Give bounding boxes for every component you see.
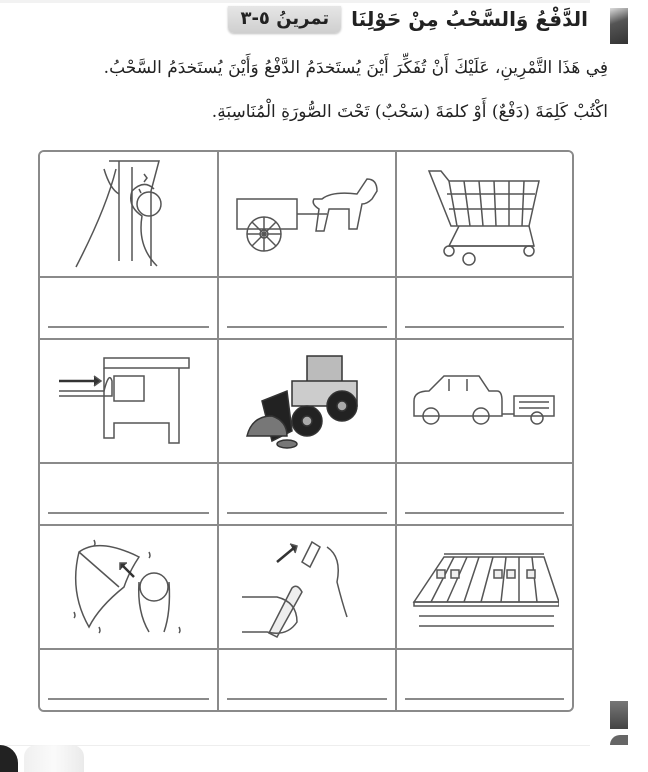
answer-input-bulldozer[interactable] bbox=[227, 485, 386, 511]
pen-cap-icon bbox=[232, 532, 382, 642]
picture-cell-horse-cart bbox=[217, 152, 394, 278]
picture-cell-car-trailer bbox=[395, 340, 572, 464]
picture-cell-bulldozer bbox=[217, 340, 394, 464]
answer-input-shopping-cart[interactable] bbox=[405, 299, 564, 325]
answer-cell bbox=[40, 278, 217, 340]
picture-cell-drawer bbox=[40, 340, 217, 464]
piano-keys-icon bbox=[409, 532, 559, 642]
answer-cell bbox=[395, 464, 572, 526]
answer-input-umbrella[interactable] bbox=[48, 671, 209, 697]
exercise-header bbox=[228, 3, 588, 35]
exercise-title: الدَّفْعُ وَالسَّحْبُ مِنْ حَوْلِنَا bbox=[351, 7, 588, 31]
horse-cart-icon bbox=[232, 159, 382, 269]
picture-cell-curtain bbox=[40, 152, 217, 278]
answer-input-piano[interactable] bbox=[405, 671, 564, 697]
answer-line bbox=[48, 698, 209, 700]
answer-input-car-trailer[interactable] bbox=[405, 485, 564, 511]
page-corner-decoration bbox=[0, 745, 18, 772]
answer-cell bbox=[217, 278, 394, 340]
answer-cell bbox=[217, 464, 394, 526]
instruction-line-1: فِي هَذَا التَّمْرِينِ، عَلَيْكَ أَنْ تُفَكِّرَ أَيْنَ يُستَخدَمُ الدَّفْعُ وَأَيْنَ يُستَخدَمُ السَّحْبُ. bbox=[103, 58, 608, 78]
answer-line bbox=[48, 512, 209, 514]
exercise-badge: تمرينُ ٥-٣ bbox=[228, 6, 341, 33]
answer-cell bbox=[217, 650, 394, 710]
answer-line bbox=[227, 512, 386, 514]
picture-cell-umbrella bbox=[40, 526, 217, 650]
picture-cell-pen-cap bbox=[217, 526, 394, 650]
bottom-divider bbox=[0, 745, 590, 746]
page-edge-decoration bbox=[610, 701, 628, 729]
picture-cell-shopping-cart bbox=[395, 152, 572, 278]
answer-input-curtain[interactable] bbox=[48, 299, 209, 325]
page-edge-decoration bbox=[610, 8, 628, 44]
answer-input-drawer[interactable] bbox=[48, 485, 209, 511]
answer-input-horse-cart[interactable] bbox=[227, 299, 386, 325]
picture-cell-piano bbox=[395, 526, 572, 650]
worksheet-grid bbox=[38, 150, 574, 712]
answer-line bbox=[405, 698, 564, 700]
answer-cell bbox=[395, 650, 572, 710]
answer-input-pen-cap[interactable] bbox=[227, 671, 386, 697]
answer-line bbox=[227, 698, 386, 700]
bulldozer-icon bbox=[232, 346, 382, 456]
answer-cell bbox=[40, 464, 217, 526]
page-edge-decoration bbox=[610, 735, 628, 745]
girl-curtain-icon bbox=[54, 159, 204, 269]
instruction-line-2: اكْتُبْ كَلِمَةَ (دَفْعٌ) أَوْ كلمَةَ (سَحْبٌ) تَحْتَ الصُّورَةِ الْمُنَاسِبَةِ. bbox=[211, 102, 608, 122]
answer-line bbox=[227, 326, 386, 328]
girl-umbrella-icon bbox=[54, 532, 204, 642]
answer-cell bbox=[40, 650, 217, 710]
shopping-cart-icon bbox=[409, 159, 559, 269]
page-corner-decoration bbox=[24, 745, 84, 772]
drawer-push-icon bbox=[54, 346, 204, 456]
answer-line bbox=[405, 326, 564, 328]
answer-line bbox=[405, 512, 564, 514]
answer-cell bbox=[395, 278, 572, 340]
answer-line bbox=[48, 326, 209, 328]
car-trailer-icon bbox=[409, 346, 559, 456]
